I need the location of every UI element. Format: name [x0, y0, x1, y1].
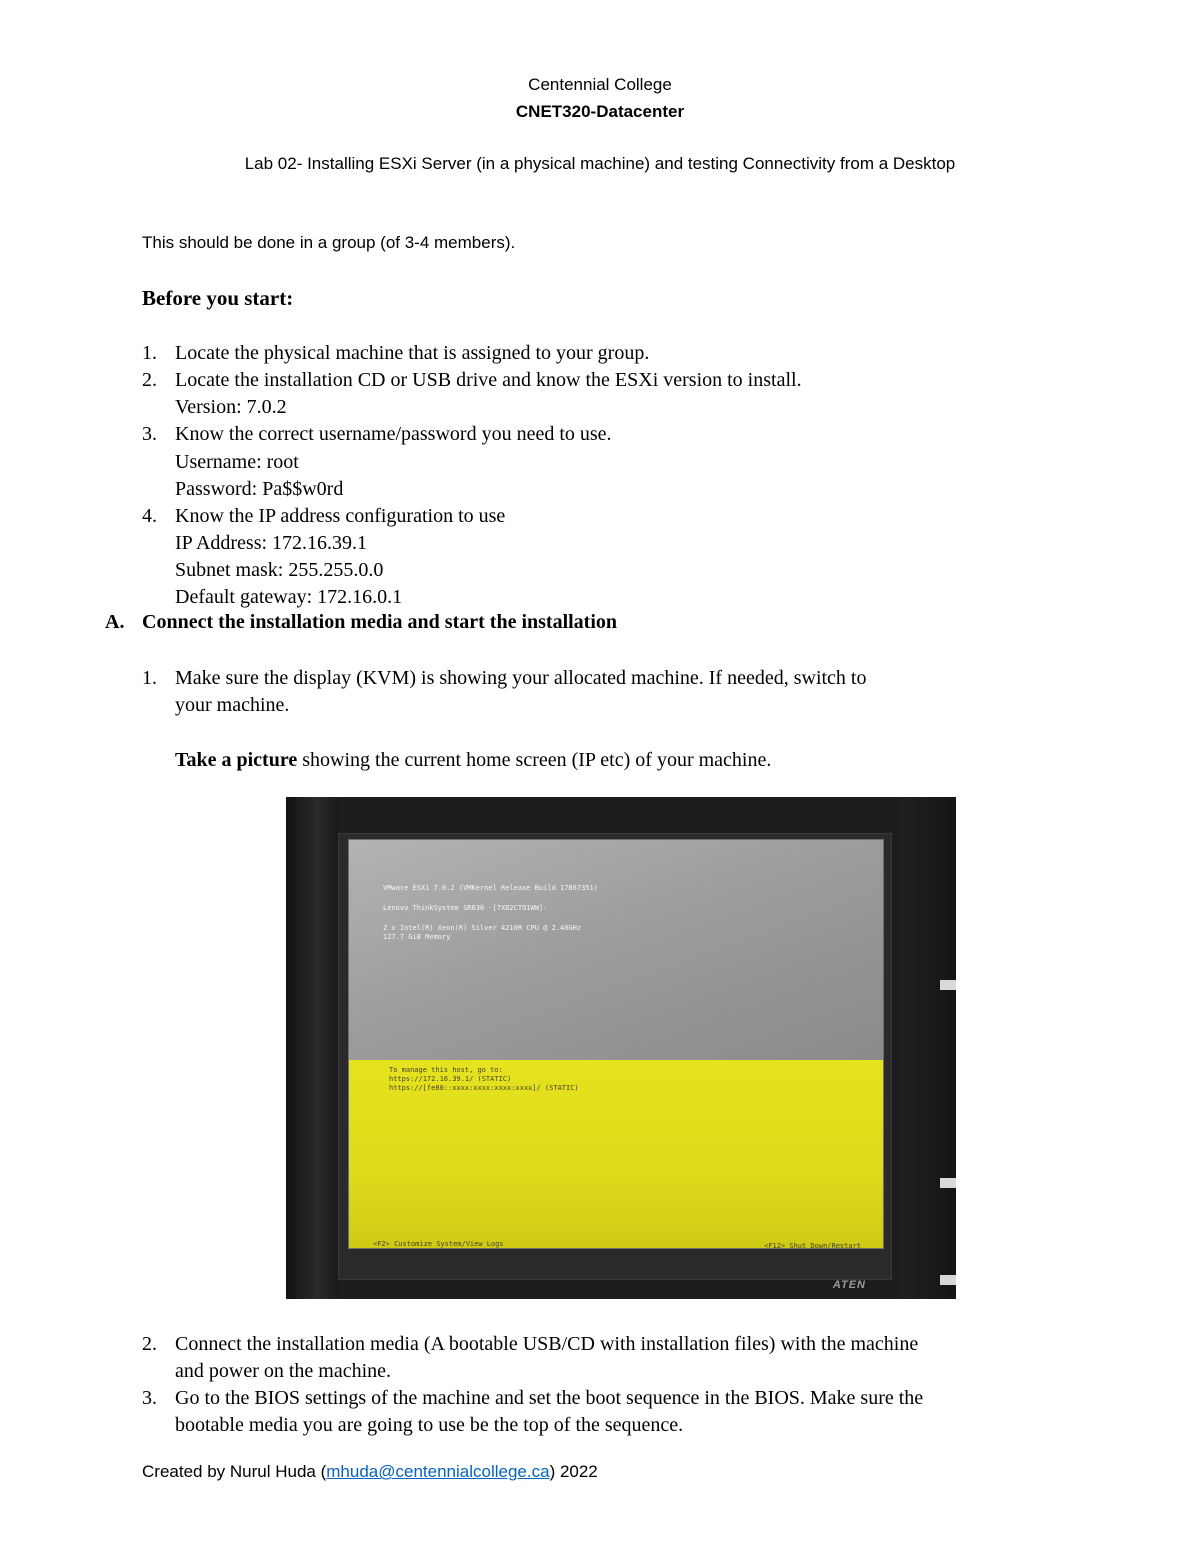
- list-number: 3.: [142, 423, 157, 445]
- footer-prefix: Created by Nurul Huda (: [142, 1462, 327, 1481]
- picture-instruction-bold: Take a picture: [175, 749, 298, 771]
- dcui-ipv4-url: https://172.16.39.1/ (STATIC): [389, 1075, 512, 1083]
- ip-address-line: IP Address: 172.16.39.1: [175, 532, 368, 554]
- footer-credit: [142, 1462, 598, 1482]
- list-item: Locate the installation CD or USB drive and know the ESXi version to install.: [175, 369, 802, 391]
- password-line: Password: Pa$$w0rd: [175, 478, 344, 500]
- dcui-ipv6-url: https://[fe80::xxxx:xxxx:xxxx:xxxx]/ (STATIC): [389, 1084, 579, 1092]
- dcui-version-line: VMware ESXi 7.0.2 (VMKernel Release Build 17867351): [383, 884, 598, 892]
- lab-title: Lab 02- Installing ESXi Server (in a physical machine) and testing Connectivity from a Desktop: [244, 154, 956, 173]
- dcui-hardware-line: Lenovo ThinkSystem SR630 -[7X02CTO1WW]-: [383, 904, 548, 912]
- rack-label: [940, 980, 956, 990]
- rack-right: [900, 797, 956, 1299]
- step-number: 1.: [142, 667, 157, 689]
- list-item: Know the IP address configuration to use: [175, 505, 506, 527]
- step-number: 2.: [142, 1333, 157, 1355]
- username-line: Username: root: [175, 451, 299, 473]
- author-email-link[interactable]: mhuda@centennialcollege.ca: [326, 1462, 550, 1481]
- picture-instruction-rest: showing the current home screen (IP etc) of your machine.: [297, 749, 772, 771]
- footer-suffix: ) 2022: [549, 1462, 598, 1481]
- before-start-heading: Before you start:: [142, 286, 294, 310]
- default-gateway-line: Default gateway: 172.16.0.1: [175, 586, 403, 608]
- aten-logo: ATEN: [832, 1279, 866, 1291]
- step-2-text-cont: and power on the machine.: [175, 1360, 392, 1382]
- dcui-manage-line: To manage this host, go to:: [389, 1066, 503, 1074]
- step-2-text: Connect the installation media (A bootable USB/CD with installation files) with the machine: [175, 1333, 919, 1355]
- rack-label: [940, 1178, 956, 1188]
- esxi-dcui-screen: [348, 839, 884, 1249]
- list-number: 2.: [142, 369, 157, 391]
- dcui-top-panel: [349, 840, 883, 1060]
- step-1-text: Make sure the display (KVM) is showing your allocated machine. If needed, switch to: [175, 667, 867, 689]
- picture-instruction: [175, 747, 771, 774]
- esxi-screen-photo: [286, 797, 956, 1299]
- dcui-shutdown-hint: <F12> Shut Down/Restart: [764, 1242, 861, 1249]
- step-3-text: Go to the BIOS settings of the machine and set the boot sequence in the BIOS. Make sure the: [175, 1387, 924, 1409]
- section-a-letter: A.: [105, 611, 125, 633]
- version-line: Version: 7.0.2: [175, 396, 287, 418]
- list-number: 1.: [142, 342, 157, 364]
- step-3-text-cont: bootable media you are going to use be the top of the sequence.: [175, 1414, 684, 1436]
- rack-left: [286, 797, 338, 1299]
- dcui-memory-line: 127.7 GiB Memory: [383, 933, 451, 941]
- step-number: 3.: [142, 1387, 157, 1409]
- dcui-customize-hint: <F2> Customize System/View Logs: [373, 1240, 504, 1248]
- rack-label: [940, 1275, 956, 1285]
- group-note: This should be done in a group (of 3-4 members).: [142, 233, 516, 252]
- course-code: CNET320-Datacenter: [515, 102, 685, 121]
- list-number: 4.: [142, 505, 157, 527]
- subnet-mask-line: Subnet mask: 255.255.0.0: [175, 559, 384, 581]
- list-item: Know the correct username/password you need to use.: [175, 423, 612, 445]
- college-name: Centennial College: [528, 75, 672, 94]
- list-item: Locate the physical machine that is assigned to your group.: [175, 342, 650, 364]
- step-1-text-cont: your machine.: [175, 694, 290, 716]
- section-a-heading: Connect the installation media and start the installation: [142, 611, 618, 633]
- dcui-cpu-line: 2 x Intel(R) Xeon(R) Silver 4210R CPU @ 2.40GHz: [383, 924, 582, 932]
